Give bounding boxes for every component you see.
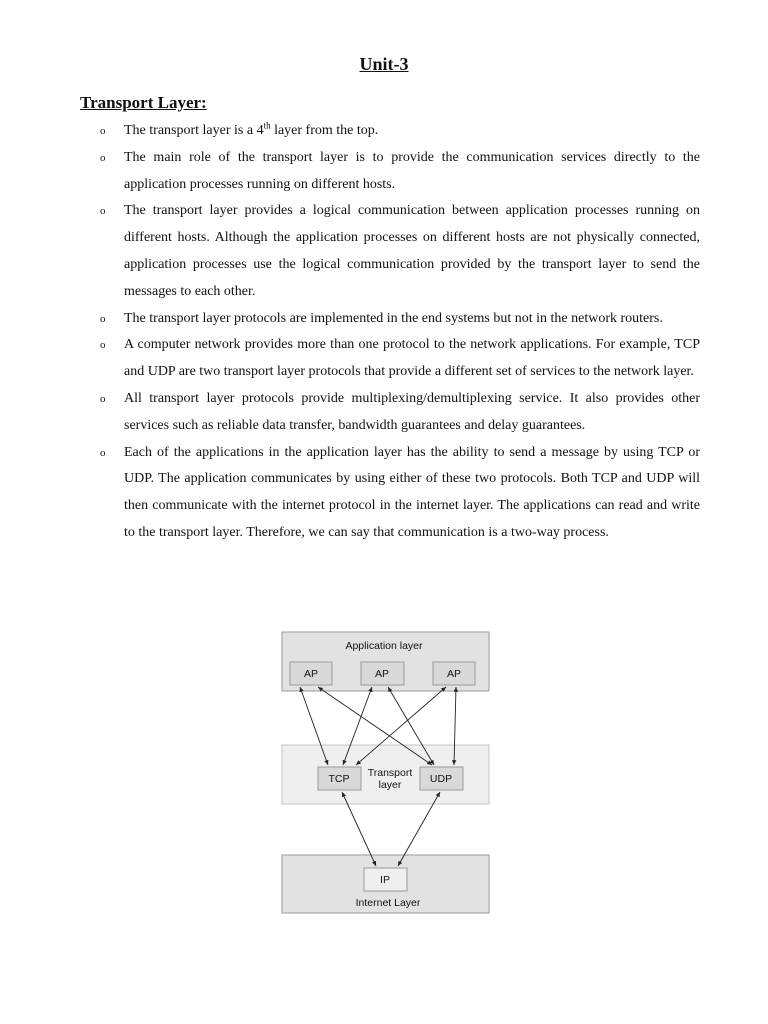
udp-label: UDP	[429, 773, 453, 785]
bullet-list	[100, 118, 700, 547]
list-item: o The main role of the transport layer is to provide the communication services directly to the application processes running on different hosts.	[100, 145, 700, 199]
bullet-marker: o	[100, 151, 106, 164]
list-item: o All transport layer protocols provide multiplexing/demultiplexing service. It also provides other services such as reliable data transfer, bandwidth guarantees and delay guarantees.	[100, 386, 700, 440]
bullet-marker: o	[100, 125, 106, 137]
list-item: o Each of the applications in the application layer has the ability to send a message by using TCP or UDP. The application communicates by using either of these two protocols. Both TCP and UDP will then communicate with the internet protocol in the internet layer. The applications can read and write to the transport layer. Therefore, we can say that communication is a two-way process.	[100, 440, 700, 547]
tcp-label: TCP	[328, 773, 350, 785]
section-heading: Transport Layer:	[80, 93, 207, 112]
ap-label: AP	[446, 668, 462, 680]
list-item: o The transport layer is a 4th layer from the top.	[100, 118, 700, 145]
application-layer-label: Application layer	[345, 640, 423, 652]
page-title: Unit-3	[359, 54, 409, 74]
list-item: o The transport layer protocols are implemented in the end systems but not in the network routers.	[100, 306, 700, 333]
bullet-marker: o	[100, 205, 106, 218]
transport-layer-label: layer	[378, 779, 402, 791]
bullet-marker: o	[100, 446, 106, 459]
transport-layer-diagram	[280, 630, 492, 916]
transport-layer-label: Transport	[367, 767, 413, 779]
internet-layer-label: Internet Layer	[355, 897, 421, 909]
list-item: o The transport layer provides a logical communication between application processes running on different hosts. Although the application processes on different hosts are not physically connected, application processes use the logical communication provided by the transport layer to send the messages to each other.	[100, 198, 700, 305]
list-item: o A computer network provides more than one protocol to the network applications. For example, TCP and UDP are two transport layer protocols that provide a different set of services to the network layer.	[100, 332, 700, 386]
bullet-marker: o	[100, 312, 106, 325]
bullet-marker: o	[100, 339, 106, 352]
bullet-marker: o	[100, 392, 106, 405]
ip-label: IP	[380, 874, 390, 886]
ap-label: AP	[374, 668, 390, 680]
ap-label: AP	[303, 668, 319, 680]
